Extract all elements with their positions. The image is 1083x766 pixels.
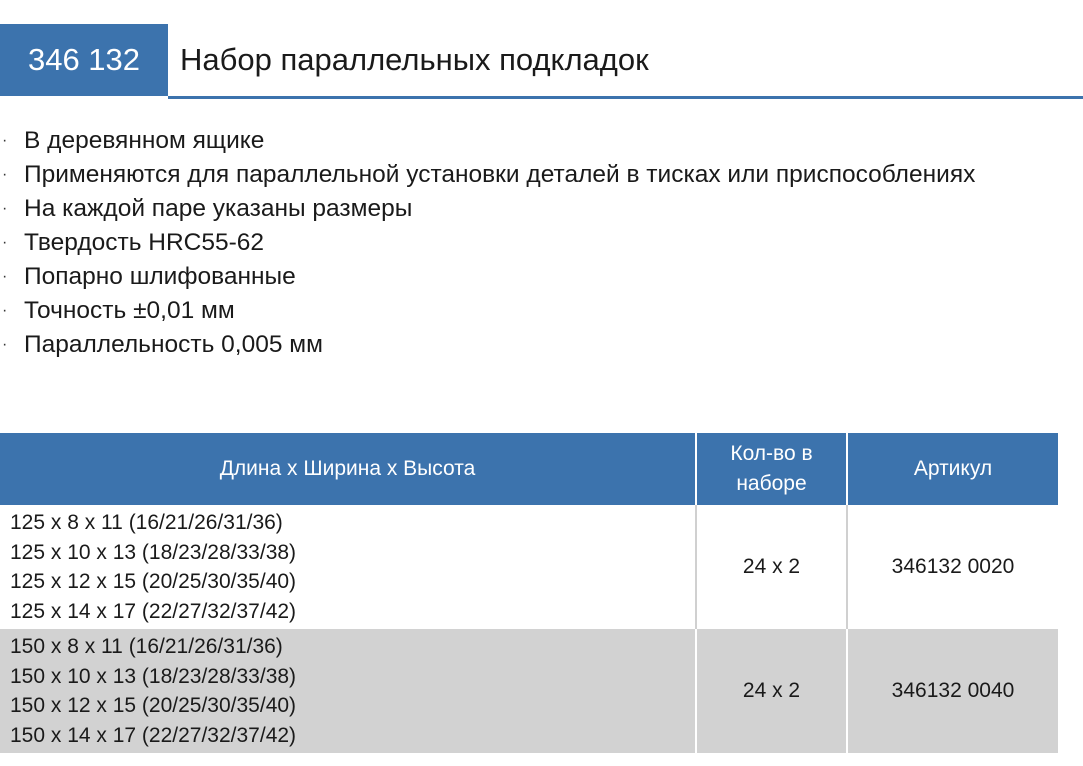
feature-item bbox=[0, 260, 1000, 294]
feature-list bbox=[0, 124, 1000, 362]
feature-item bbox=[0, 294, 1000, 328]
feature-text: Твердость HRC55-62 bbox=[24, 229, 265, 256]
table-header-row bbox=[0, 433, 1058, 505]
feature-text: В деревянном ящике bbox=[24, 127, 265, 154]
size-line: 150 x 12 x 15 (20/25/30/35/40) bbox=[10, 694, 297, 717]
size-line: 125 x 10 x 13 (18/23/28/33/38) bbox=[10, 540, 297, 564]
feature-text: Параллельность 0,005 мм bbox=[24, 331, 323, 358]
feature-item bbox=[0, 192, 1000, 226]
header-divider bbox=[168, 96, 1083, 99]
bullet-icon: · bbox=[2, 234, 8, 251]
feature-item bbox=[0, 124, 1000, 158]
column-header-quantity: Кол-во в наборе bbox=[696, 433, 847, 505]
feature-text: Точность ±0,01 мм bbox=[24, 297, 235, 324]
column-header-dimensions: Длина x Ширина x Высота bbox=[0, 433, 696, 505]
bullet-icon: · bbox=[2, 302, 8, 319]
page-header bbox=[0, 24, 1083, 102]
bullet-icon: · bbox=[2, 336, 8, 353]
sizes-cell bbox=[0, 505, 696, 629]
sizes-cell bbox=[0, 629, 696, 753]
feature-item bbox=[0, 328, 1000, 362]
spec-table bbox=[0, 433, 1058, 753]
size-line: 150 x 10 x 13 (18/23/28/33/38) bbox=[10, 664, 297, 688]
feature-text: Применяются для параллельной установки деталей в тисках или приспособлениях bbox=[24, 161, 976, 188]
bullet-icon: · bbox=[2, 200, 8, 217]
size-line: 150 x 14 x 17 (22/27/32/37/42) bbox=[10, 723, 297, 747]
feature-text: На каждой паре указаны размеры bbox=[24, 195, 413, 222]
bullet-icon: · bbox=[2, 268, 8, 285]
size-line: 150 x 8 x 11 (16/21/26/31/36) bbox=[10, 635, 283, 658]
feature-item bbox=[0, 226, 1000, 260]
article-cell: 346132 0020 bbox=[847, 505, 1058, 629]
size-line: 125 x 12 x 15 (20/25/30/35/40) bbox=[10, 570, 297, 593]
size-line: 125 x 8 x 11 (16/21/26/31/36) bbox=[10, 511, 283, 534]
table-row bbox=[0, 629, 1058, 753]
product-code: 346 132 bbox=[0, 24, 168, 96]
column-header-article: Артикул bbox=[847, 433, 1058, 505]
table-row bbox=[0, 505, 1058, 629]
page-title: Набор параллельных подкладок bbox=[180, 42, 649, 77]
bullet-icon: · bbox=[2, 166, 8, 183]
quantity-cell: 24 x 2 bbox=[696, 505, 847, 629]
feature-text: Попарно шлифованные bbox=[24, 263, 296, 290]
quantity-cell: 24 x 2 bbox=[696, 629, 847, 753]
bullet-icon: · bbox=[2, 132, 8, 149]
feature-item bbox=[0, 158, 1000, 192]
article-cell: 346132 0040 bbox=[847, 629, 1058, 753]
size-line: 125 x 14 x 17 (22/27/32/37/42) bbox=[10, 599, 297, 623]
